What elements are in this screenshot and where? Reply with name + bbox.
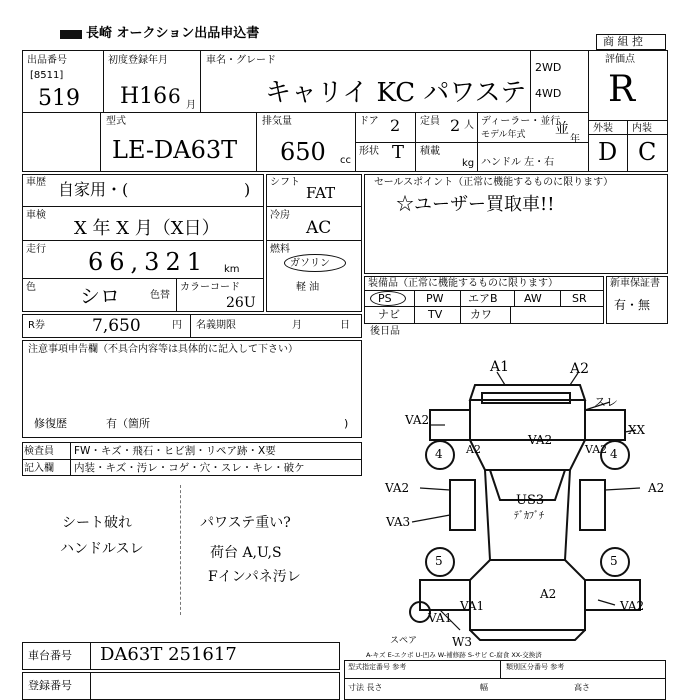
aircon-label: 冷房: [270, 210, 290, 221]
grade-label: 評価点: [605, 54, 635, 65]
equip-ps: PS: [378, 292, 392, 305]
inspector-row2: 内装・キズ・汚レ・コゲ・穴・スレ・キレ・破ケ: [74, 462, 305, 474]
inspector-note-4: 荷台 A,U,S: [210, 545, 282, 561]
deadline-day: 日: [340, 320, 350, 331]
drive-2wd: 2WD: [535, 61, 562, 74]
diag-label: W3: [452, 635, 472, 649]
dealer-label: ディーラー・並行: [481, 116, 561, 127]
chassis-number-value: DA63T 251617: [100, 644, 237, 665]
shift-label: シフト: [270, 177, 300, 188]
diag-label: スレ: [594, 395, 619, 409]
width-label: 幅: [480, 683, 488, 692]
rear-goods-label: 後日品: [370, 326, 400, 337]
diagram-legend: A-キズ E-エクボ U-凹み W-補修跡 S-サビ C-腐食 XX-交換済: [366, 651, 542, 659]
displacement-unit: cc: [340, 155, 351, 166]
inspector-row2-label: 記入欄: [24, 463, 54, 474]
registration-label: 初度登録年月: [108, 55, 168, 66]
lot-number: 519: [38, 86, 80, 111]
dotted-divider: [180, 485, 181, 615]
interior-label: 内装: [632, 123, 652, 134]
equip-tv: TV: [428, 308, 443, 321]
color-value: シロ: [80, 284, 120, 308]
class-number-label: 類別区分番号 参考: [506, 663, 565, 671]
equip-pw: PW: [426, 292, 444, 305]
history-close: ): [244, 180, 251, 199]
header-title: 長崎 オークション出品申込書: [86, 26, 260, 41]
tire-depth-label: 4: [610, 447, 618, 461]
mileage-value: 66,321: [88, 248, 208, 276]
lot-code: [8511]: [30, 70, 64, 81]
capacity-value: 2: [450, 116, 461, 135]
model-name: キャリイ KC パワステ: [265, 78, 527, 108]
equipment-label: 装備品（正常に機能するものに限ります）: [368, 278, 558, 289]
diag-label: A1: [490, 359, 510, 375]
inspection-office-label: 商 組 控: [603, 35, 643, 48]
lot-label: 出品番号: [27, 55, 67, 66]
diag-label: A2: [648, 481, 665, 495]
inspector-note-5: Fインパネ汚レ: [208, 569, 301, 585]
shape-value: T: [392, 142, 405, 163]
equip-aw: AW: [524, 292, 542, 305]
capacity-unit: 人: [464, 120, 474, 131]
repair-value: 有（箇所: [106, 417, 150, 430]
diag-label: A2: [570, 361, 590, 377]
registration-month-unit: 月: [186, 100, 196, 111]
equip-airbag: エアB: [468, 292, 498, 305]
diag-label: VA2: [405, 413, 430, 427]
chassis-number-label: 車台番号: [28, 649, 72, 662]
diag-label: VA2: [620, 599, 645, 613]
history-value: 自家用・(: [58, 180, 129, 199]
fuel-label: 燃料: [270, 244, 290, 255]
equip-sr: SR: [572, 292, 587, 305]
logo-mark-icon: [60, 30, 82, 39]
exterior-label: 外装: [593, 123, 613, 134]
displacement-label: 排気量: [262, 116, 292, 127]
capacity-label: 定員: [420, 116, 440, 127]
deadline-month: 月: [292, 320, 302, 331]
spare-label: スペア: [390, 636, 418, 646]
drive-4wd: 4WD: [535, 87, 562, 100]
interior-value: C: [638, 138, 657, 166]
chassis-type-value: LE-DA63T: [112, 136, 238, 164]
diag-label: A2: [540, 587, 557, 601]
recycle-value: 7,650: [92, 316, 141, 336]
diag-label: VA3: [386, 515, 411, 529]
color-variant-label: 色替: [150, 290, 170, 301]
length-label: 寸法 長さ: [348, 683, 383, 692]
load-label: 積載: [420, 146, 440, 157]
mileage-label: 走行: [26, 244, 46, 255]
diag-label: VA1: [428, 611, 453, 625]
diag-label: VA2: [585, 443, 608, 456]
recycle-row: [22, 314, 362, 338]
color-code-label: カラーコード: [180, 282, 240, 293]
load-unit: kg: [462, 158, 475, 169]
inspector-note-2: ハンドルスレ: [60, 541, 144, 557]
diag-label: VA1: [460, 599, 485, 613]
shape-label: 形状: [359, 146, 379, 157]
diag-label: A2: [466, 443, 481, 456]
doors-label: ドア: [359, 116, 379, 127]
inspection-value: X 年 X 月（X日）: [74, 218, 220, 239]
inspector-note-1: シート破れ: [62, 515, 132, 531]
diag-label: XX: [628, 423, 646, 437]
diag-label: VA2: [385, 481, 410, 495]
equip-navi: ナビ: [378, 308, 400, 321]
repair-label: 修復歴: [34, 417, 67, 430]
diag-label: ﾃﾞｶﾌﾞﾁ: [514, 511, 544, 522]
tire-depth-label: 5: [435, 554, 443, 568]
mileage-unit: km: [224, 264, 240, 275]
recycle-label: R券: [28, 320, 45, 331]
tire-depth-label: 4: [435, 447, 443, 461]
repair-close: ): [344, 417, 349, 430]
fuel-diesel: 軽 油: [296, 282, 320, 293]
displacement-value: 650: [280, 138, 326, 166]
chassis-type-label: 型式: [106, 116, 126, 127]
fuel-gasoline: ガソリン: [290, 258, 330, 269]
sales-point-box: [364, 174, 668, 274]
inspector-note-3: パワステ重い?: [200, 515, 291, 531]
model-year-unit: 年: [570, 134, 580, 145]
model-label: 車名・グレード: [206, 55, 276, 66]
dealer-value: 並: [555, 121, 569, 137]
sales-point-label: セールスポイント（正常に機能するものに限ります）: [374, 177, 614, 188]
aircon-value: AC: [306, 218, 332, 238]
sales-point-value: ☆ユーザー買取車!!: [396, 194, 555, 215]
recycle-unit: 円: [172, 320, 182, 331]
color-label: 色: [26, 282, 36, 293]
tire-depth-label: 5: [610, 554, 618, 568]
exterior-value: D: [598, 138, 618, 166]
color-code: 26U: [226, 295, 256, 311]
handle-label: ハンドル 左・右: [481, 157, 555, 168]
diag-label: VA2: [528, 433, 553, 447]
type-approval-label: 型式指定番号 参考: [348, 663, 407, 671]
equip-leather: カワ: [470, 308, 492, 321]
notes-label: 注意事項申告欄（不具合内容等は具体的に記入して下さい）: [28, 344, 298, 355]
warranty-label: 新車保証書: [610, 278, 660, 289]
model-year-label: モデル年式: [481, 130, 526, 140]
inspector-row1: FW・キズ・飛石・ヒビ割・リペア跡・X要: [74, 445, 276, 457]
registration-month: 6: [168, 84, 181, 108]
deadline-label: 名義期限: [196, 320, 236, 331]
height-label: 高さ: [574, 683, 590, 692]
reg-number-label: 登録番号: [28, 679, 72, 692]
history-label: 車歴: [26, 177, 46, 188]
registration-era: H16: [120, 84, 168, 109]
warranty-value: 有・無: [614, 298, 651, 312]
inspector-row1-label: 検査員: [24, 446, 54, 457]
inspection-label: 車検: [26, 210, 46, 221]
doors-value: 2: [390, 116, 401, 135]
diag-label: US3: [516, 493, 545, 508]
shift-value: FAT: [306, 184, 336, 202]
grade-value: R: [608, 69, 636, 110]
